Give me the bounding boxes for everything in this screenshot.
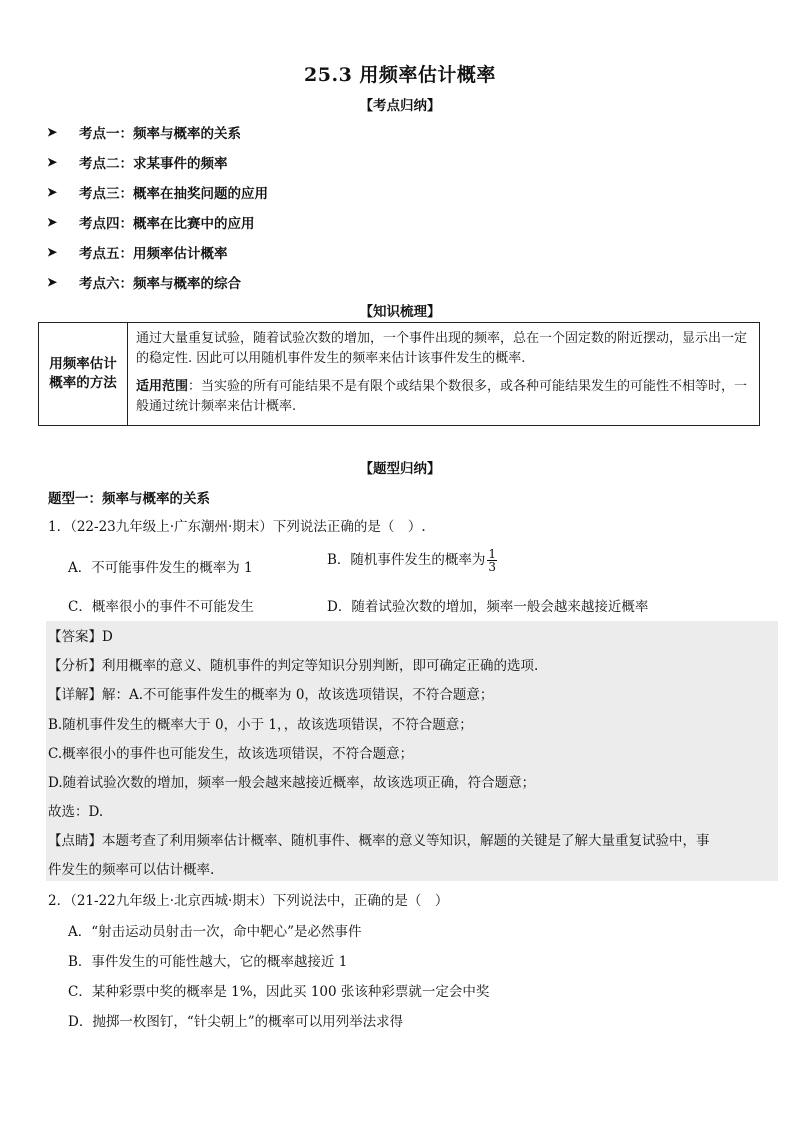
knowledge-paragraph: 通过大量重复试验，随着试验次数的增加，一个事件出现的频率，总在一个固定数的附近摆动，显示出一定的稳定性. 因此可以用随机事件发生的频率来估计该事件发生的概率. (136, 331, 748, 366)
knowledge-content-cell (128, 323, 760, 426)
kaodian-heading: 【考点归纳】 (359, 98, 441, 114)
analysis-line: 【分析】利用概率的意义、随机事件的判定等知识分别判断，即可确定正确的选项. (48, 658, 539, 674)
fraction-denominator: 3 (488, 560, 497, 574)
fraction (487, 548, 497, 573)
comment-line: 件发生的频率可以估计概率. (48, 862, 215, 878)
knowledge-row (39, 323, 760, 426)
option-a: A．“射击运动员射击一次，命中靶心”是必然事件 (68, 924, 362, 940)
kaodian-text: 考点四：概率在比赛中的应用 (79, 216, 255, 232)
kaodian-text: 考点五：用频率估计概率 (79, 246, 228, 262)
option-b (327, 548, 497, 573)
kaodian-list (47, 117, 268, 297)
arrow-bullet-icon: ➤ (47, 155, 58, 169)
option-b: B．事件发生的可能性越大，它的概率越接近 1 (68, 954, 348, 970)
option-d: D．随着试验次数的增加，频率一般会越来越接近概率 (327, 599, 649, 615)
detail-line: C.概率很小的事件也可能发生，故该选项错误，不符合题意； (48, 746, 414, 762)
knowledge-table (38, 322, 760, 426)
tixing-heading: 【题型归纳】 (359, 461, 441, 477)
detail-line: B.随机事件发生的概率大于 0，小于 1，，故该选项错误，不符合题意； (48, 717, 473, 733)
question-stem: 2．（21-22九年级上·北京西城·期末）下列说法中，正确的是（ ） (48, 893, 449, 909)
answer-line: 【答案】D (48, 629, 113, 645)
option-d: D．抛掷一枚图钉，“针尖朝上”的概率可以用列举法求得 (68, 1014, 404, 1030)
comment-line: 【点睛】本题考查了利用频率估计概率、随机事件、概率的意义等知识，解题的关键是了解大量重复试验中，事 (48, 833, 710, 849)
kaodian-item (47, 237, 268, 267)
arrow-bullet-icon: ➤ (47, 245, 58, 259)
conclusion-line: 故选：D. (48, 804, 104, 820)
fraction-numerator: 1 (488, 547, 497, 561)
detail-line: D.随着试验次数的增加，频率一般会越来越接近概率，故该选项正确，符合题意； (48, 775, 536, 791)
scope-text: ：当实验的所有可能结果不是有限个或结果个数很多，或各种可能结果发生的可能性不相等时，一般通过统计频率来估计概率. (136, 379, 748, 414)
detail-line: 【详解】解：A.不可能事件发生的概率为 0，故该选项错误，不符合题意； (48, 687, 494, 703)
kaodian-item (47, 147, 268, 177)
knowledge-topic-line: 用频率估计 (49, 356, 117, 372)
option-c: C．概率很小的事件不可能发生 (68, 599, 254, 615)
question-stem: 1．（22-23九年级上·广东潮州·期末）下列说法正确的是（ ）. (48, 519, 426, 535)
kaodian-text: 考点六：频率与概率的综合 (79, 276, 241, 292)
knowledge-topic-cell (39, 323, 128, 426)
option-b-text: B．随机事件发生的概率为 (327, 552, 486, 568)
knowledge-topic-line: 概率的方法 (49, 375, 117, 391)
kaodian-item (47, 207, 268, 237)
scope-label: 适用范围 (136, 379, 189, 394)
zhishi-heading: 【知识梳理】 (359, 304, 441, 320)
arrow-bullet-icon: ➤ (47, 125, 58, 139)
knowledge-paragraph (136, 377, 751, 417)
kaodian-item (47, 267, 268, 297)
page-title: 25.3 用频率估计概率 (304, 64, 496, 86)
arrow-bullet-icon: ➤ (47, 275, 58, 289)
option-a: A．不可能事件发生的概率为 1 (68, 560, 253, 576)
arrow-bullet-icon: ➤ (47, 185, 58, 199)
kaodian-item (47, 117, 268, 147)
kaodian-item (47, 177, 268, 207)
kaodian-text: 考点二：求某事件的频率 (79, 156, 228, 172)
kaodian-text: 考点一：频率与概率的关系 (79, 126, 241, 142)
option-c: C．某种彩票中奖的概率是 1%，因此买 100 张该种彩票就一定会中奖 (68, 984, 490, 1000)
kaodian-text: 考点三：概率在抽奖问题的应用 (79, 186, 268, 202)
section-title: 题型一：频率与概率的关系 (48, 491, 210, 507)
arrow-bullet-icon: ➤ (47, 215, 58, 229)
